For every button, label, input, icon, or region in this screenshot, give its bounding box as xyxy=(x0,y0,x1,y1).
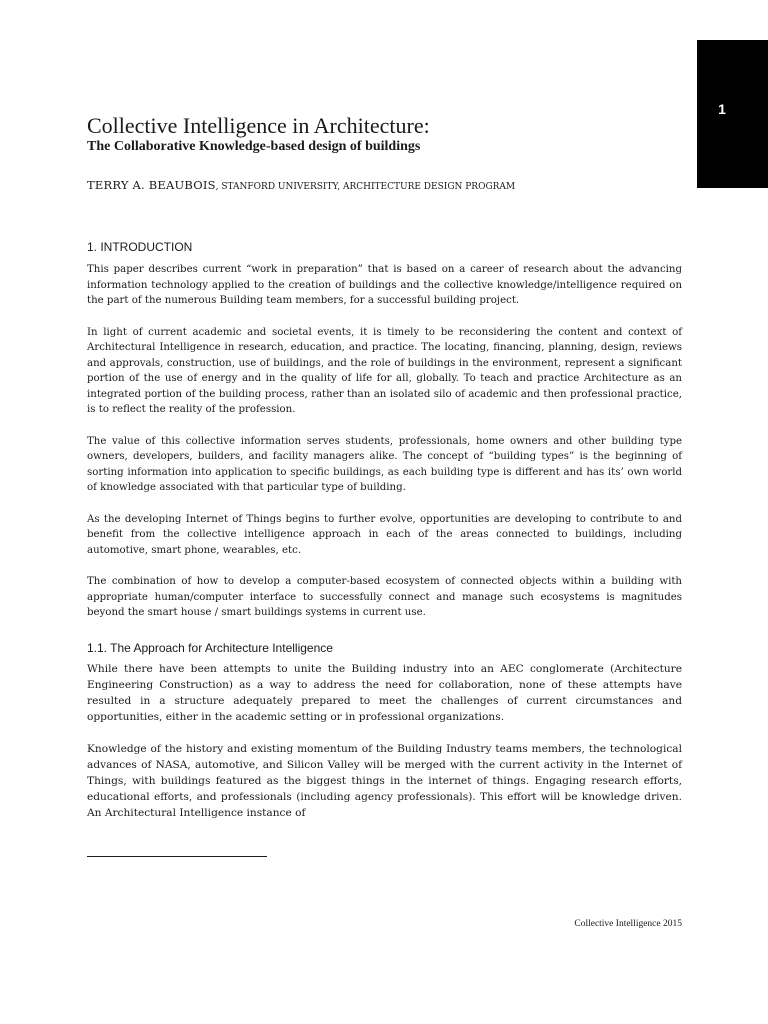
paragraph: While there have been attempts to unite the Building industry into an AEC conglomerate (Architecture Engineering Construction) as a way to address the need for collaboration, none of these attempts have resulted in a structure adequately prepared to meet the challenges of current circumstances and opportunities, either in the academic setting or in professional organizations. xyxy=(87,662,682,723)
paragraph: The combination of how to develop a computer-based ecosystem of connected objects within a building with appropriate human/computer interface to successfully connect and manage such ecosystems is magnitudes beyond the smart house / smart buildings systems in current use. xyxy=(87,576,682,618)
section-heading-approach: 1.1. The Approach for Architecture Intelligence xyxy=(87,640,333,655)
paragraph: As the developing Internet of Things begins to further evolve, opportunities are developing to contribute to and benefit from the collective intelligence approach in each of the areas connected to buildings, including automotive, smart phone, wearables, etc. xyxy=(87,513,682,556)
section-heading-introduction: 1. INTRODUCTION xyxy=(87,240,193,254)
paragraph: Knowledge of the history and existing momentum of the Building Industry teams members, the technological advances of NASA, automotive, and Silicon Valley will be merged with the current activity in the Internet of Things, with buildings featured as the biggest things in the internet of things. Engaging research efforts, educational efforts, and professionals (including agency professionals). This effort will be knowledge driven. An Architectural Intelligence instance of xyxy=(87,742,682,819)
footnote-divider xyxy=(87,856,267,857)
page-number: 1 xyxy=(718,101,726,117)
paper-body xyxy=(87,236,682,837)
paragraph: In light of current academic and societal events, it is timely to be reconsidering the content and context of Architectural Intelligence in research, education, and practice. The locating, financing, planning, design, reviews and approvals, construction, use of buildings, and the role of buildings in the environment, represent a significant portion of the use of energy and in the quality of life for all, globally. To teach and practice Architecture as an integrated portion of the building process, rather than an isolated silo of academic and then professional practice, is to reflect the reality of the profession. xyxy=(87,326,682,415)
running-footer: Collective Intelligence 2015 xyxy=(574,919,682,929)
paragraph: This paper describes current “work in preparation” that is based on a career of research about the advancing information technology applied to the creation of buildings and the collective knowledge/intelligence required on the part of the numerous Building team members, for a successful building project. xyxy=(87,264,682,306)
author-name: TERRY A. BEAUBOIS xyxy=(87,178,216,192)
paragraph: The value of this collective information serves students, professionals, home owners and other building type owners, developers, builders, and facility managers alike. The concept of “building types” is the beginning of sorting information into application to specific buildings, as each building type is different and has its’ own world of knowledge associated with that particular type of building. xyxy=(87,435,682,493)
page-number-tab xyxy=(697,40,768,188)
paper-subtitle: The Collaborative Knowledge-based design of buildings xyxy=(87,139,421,154)
paper-title: Collective Intelligence in Architecture: xyxy=(87,113,430,138)
author-line xyxy=(87,174,515,197)
author-affiliation: , STANFORD UNIVERSITY, ARCHITECTURE DESIGN PROGRAM xyxy=(215,182,516,192)
